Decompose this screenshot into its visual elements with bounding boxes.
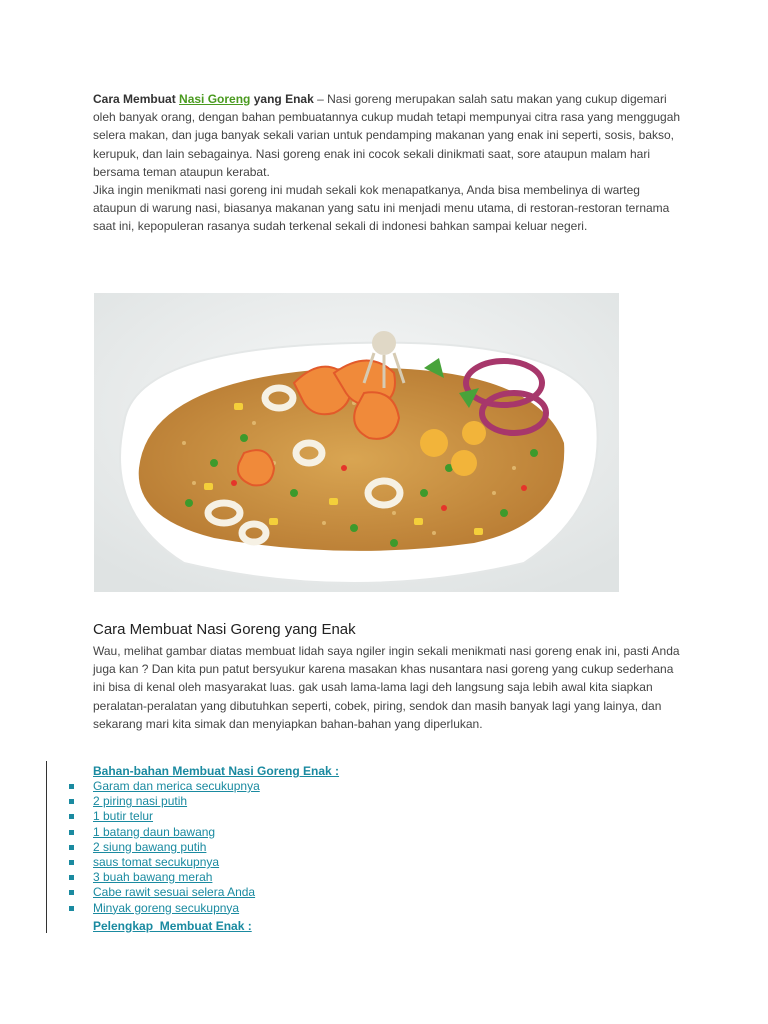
intro-text xyxy=(93,90,683,236)
list-item-label[interactable]: 2 piring nasi putih xyxy=(93,794,188,809)
square-bullet-icon xyxy=(69,814,74,819)
list-item-label[interactable]: Minyak goreng secukupnya xyxy=(93,900,240,915)
complement-heading[interactable]: Pelengkap Membuat Enak : xyxy=(93,919,252,933)
list-item-label[interactable]: 3 buah bawang merah xyxy=(93,870,213,885)
section-heading: Cara Membuat Nasi Goreng yang Enak xyxy=(93,621,356,638)
square-bullet-icon xyxy=(69,890,74,895)
section-paragraph: Wau, melihat gambar diatas membuat lidah saya ngiler ingin sekali menikmati nasi goreng enak ini, pasti Anda juga kan ? Dan kita pun patut bersyukur karena masakan khas nusantara nasi goreng yang cukup sederhana ini bisa di kenal oleh masyarakat luas. gak usah lama-lama lagi deh langsung saja lebih awal kita siapkan peralatan-peralatan yang dibutuhkan seperti, cobek, piring, sendok dan masih banyak lagi yang lainya, dan sekarang mari kita simak dan menyiapkan bahan-bahan yang diperlukan. xyxy=(93,644,680,731)
intro-title-suffix: yang Enak xyxy=(253,92,314,106)
intro-title-prefix: Cara Membuat xyxy=(93,92,176,106)
square-bullet-icon xyxy=(69,799,74,804)
square-bullet-icon xyxy=(69,875,74,880)
square-bullet-icon xyxy=(69,784,74,789)
list-item-label[interactable]: Garam dan merica secukupnya xyxy=(93,779,260,793)
list-item-label[interactable]: saus tomat secukupnya xyxy=(93,854,220,869)
list-margin-line xyxy=(46,761,47,933)
nasi-goreng-link[interactable]: Nasi Goreng xyxy=(179,92,251,106)
intro-paragraph-1: – Nasi goreng merupakan salah satu makan yang cukup digemari oleh banyak orang, dengan bahan pembuatannya cukup mudah tetapi mempunyai citra rasa yang menggugah selera makan, dan juga banyak sekali varian untuk pendamping makanan yang enak ini seperti, sosis, bakso, kerupuk, dan lain sebagainya. Nasi goreng enak ini cocok sekali dinikmati saat, sore ataupun malam hari bersama teman ataupun kerabat. xyxy=(93,92,681,179)
square-bullet-icon xyxy=(69,845,74,850)
fried-rice-plate-image xyxy=(94,293,619,592)
list-item-label[interactable]: Cabe rawit sesuai selera Anda xyxy=(93,885,256,900)
intro-paragraph-2: Jika ingin menikmati nasi goreng ini mudah sekali kok menapatkanya, Anda bisa membelinya di warteg ataupun di warung nasi, biasanya makanan yang satu ini menjadi menu utama, di restoran-restoran ternama saat ini, kepopuleran rasanya sudah terkenal sekali di indonesi bahkan sampai keluar negeri. xyxy=(93,183,670,234)
square-bullet-icon xyxy=(69,860,74,865)
list-item-label[interactable]: 1 butir telur xyxy=(93,809,154,824)
ingredients-heading[interactable]: Bahan-bahan Membuat Nasi Goreng Enak : xyxy=(93,764,340,778)
list-item-label[interactable]: 2 siung bawang putih xyxy=(93,839,207,854)
square-bullet-icon xyxy=(69,906,74,911)
square-bullet-icon xyxy=(69,830,74,835)
list-item-label[interactable]: 1 batang daun bawang xyxy=(93,824,216,839)
